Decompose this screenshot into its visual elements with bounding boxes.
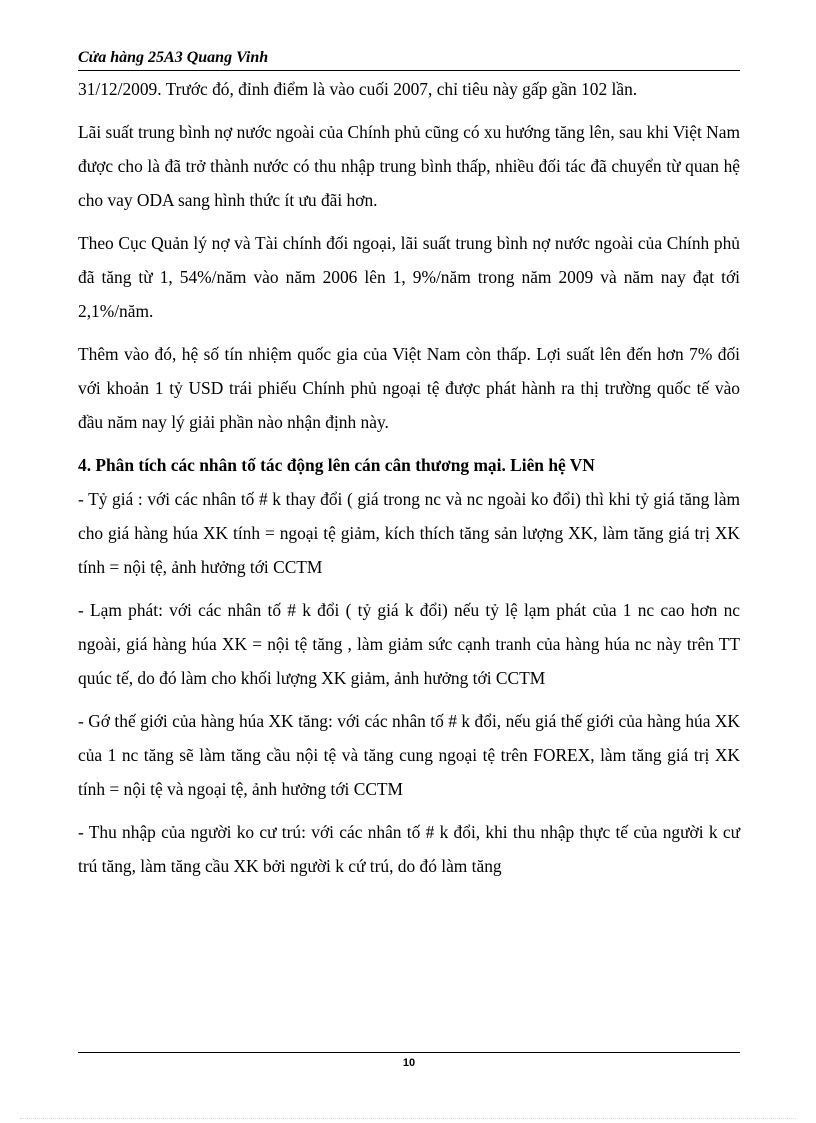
page-footer [78,1052,740,1073]
header-title: Cửa hàng 25A3 Quang Vinh [78,49,269,66]
paragraph: Theo Cục Quản lý nợ và Tài chính đối ngoại, lãi suất trung bình nợ nước ngoài của Chính phủ đã tăng từ 1, 54%/năm vào năm 2006 lên 1, 9%/năm trong năm 2009 và năm nay đạt tới 2,1%/năm. [78,233,740,321]
paragraph: Lãi suất trung bình nợ nước ngoài của Chính phủ cũng có xu hướng tăng lên, sau khi Việt Nam được cho là đã trở thành nước có thu nhập trung bình thấp, nhiều đối tác đã chuyển từ quan hệ cho vay ODA sang hình thức ít ưu đãi hơn. [78,122,740,210]
paragraph: Thêm vào đó, hệ số tín nhiệm quốc gia của Việt Nam còn thấp. Lợi suất lên đến hơn 7% đối với khoản 1 tỷ USD trái phiếu Chính phủ ngoại tệ được phát hành ra thị trường quốc tế vào đầu năm nay lý giải phần nào nhận định này. [78,344,740,432]
list-item: - Tỷ giá : với các nhân tố # k thay đổi ( giá trong nc và nc ngoài ko đổi) thì khi tỷ giá tăng làm cho giá hàng húa XK tính = ngoại tệ giảm, kích thích tăng sản lượng XK, làm tăng giá trị XK tính = nội tệ, ảnh hưởng tới CCTM [78,489,740,577]
page-bottom-divider [20,1118,796,1119]
list-item: - Lạm phát: với các nhân tố # k đổi ( tỷ giá k đổi) nếu tỷ lệ lạm phát của 1 nc cao hơn nc ngoài, giá hàng húa XK = nội tệ tăng , làm giảm sức cạnh tranh của hàng húa nc này trên TT quúc tế, do đó làm cho khối lượng XK giảm, ảnh hưởng tới CCTM [78,600,740,688]
document-body [78,72,740,892]
section-heading: 4. Phân tích các nhân tố tác động lên cán cân thương mại. Liên hệ VN [78,455,595,475]
page-header [78,48,740,71]
paragraph: 31/12/2009. Trước đó, đỉnh điểm là vào cuối 2007, chỉ tiêu này gấp gần 102 lần. [78,79,638,99]
list-item: - Thu nhập của người ko cư trú: với các nhân tố # k đổi, khi thu nhập thực tế của người k cư trú tăng, làm tăng cầu XK bởi người k cứ trú, do đó làm tăng [78,822,740,876]
page-number: 10 [402,1057,416,1069]
list-item: - Gớ thế giới của hàng húa XK tăng: với các nhân tố # k đổi, nếu giá thế giới của hàng húa XK của 1 nc tăng sẽ làm tăng cầu nội tệ và tăng cung ngoại tệ trên FOREX, làm tăng giá trị XK tính = nội tệ và ngoại tệ, ảnh hưởng tới CCTM [78,711,740,799]
